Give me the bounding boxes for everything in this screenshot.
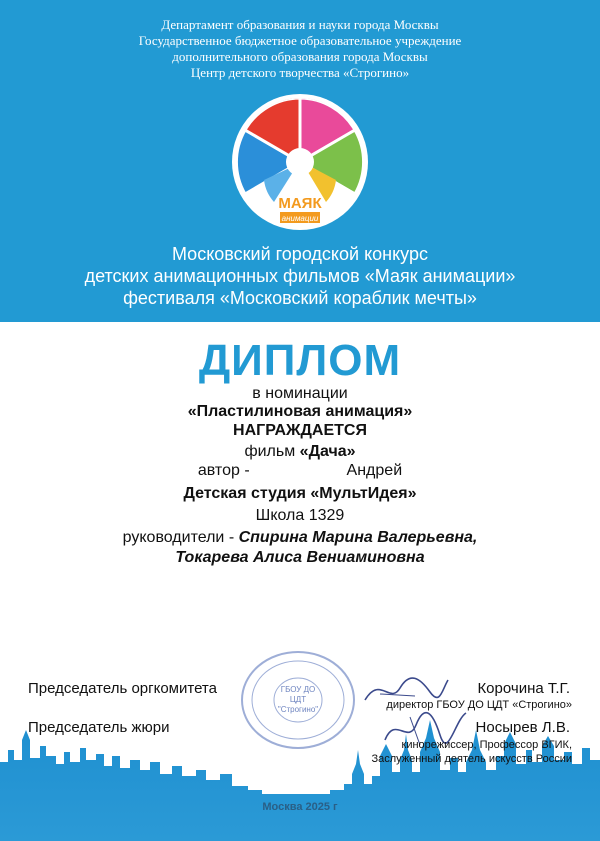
contest-line: фестиваля «Московский кораблик мечты»: [123, 288, 477, 308]
studio-name: Детская студия «МультИдея»: [183, 485, 417, 502]
stamp-text: ГБОУ ДО: [280, 685, 316, 694]
mayak-logo: [230, 92, 370, 232]
jury-chair-name: Носырев Л.В.: [475, 719, 570, 736]
stamp-text: ЦДТ: [289, 695, 307, 704]
stamp-text: "Строгино": [277, 705, 319, 714]
org-chair-label: Председатель оргкомитета: [28, 680, 217, 697]
logo-text: МАЯК: [278, 195, 322, 212]
header-line: Государственное бюджетное образовательное учреждение: [138, 33, 462, 48]
jury-chair-title: Заслуженный деятель искусств России: [371, 753, 572, 765]
header-line: Департамент образования и науки города Москвы: [161, 17, 439, 32]
header-line: Центр детского творчества «Строгино»: [190, 65, 410, 80]
author-prefix: автор -: [197, 462, 250, 479]
leaders-line: [0, 528, 600, 548]
contest-line: детских анимационных фильмов «Маяк анимации»: [84, 266, 516, 286]
author-name: Андрей: [346, 462, 403, 479]
film-title: «Дача»: [299, 443, 356, 460]
nomination-prefix: в номинации: [252, 385, 348, 402]
mayak-logo-graphic: [230, 92, 370, 232]
author-line: [0, 461, 600, 481]
org-chair-title: директор ГБОУ ДО ЦДТ «Строгино»: [386, 699, 572, 711]
jury-chair-label: Председатель жюри: [28, 719, 170, 736]
film-prefix: фильм: [244, 443, 296, 460]
organization-header: [0, 17, 600, 81]
city-year: Москва 2025 г: [262, 801, 338, 813]
school-name: Школа 1329: [255, 507, 345, 524]
leader-name: Спирина Марина Валерьевна,: [238, 529, 478, 546]
header-banner: [0, 0, 600, 322]
logo-subtext: анимации: [281, 214, 319, 223]
awarded-label: НАГРАЖДАЕТСЯ: [233, 422, 367, 439]
contest-title: [0, 243, 600, 309]
diploma-title: ДИПЛОМ: [198, 336, 402, 385]
leader-name: Токарева Алиса Вениаминовна: [175, 549, 425, 566]
nomination-name: «Пластилиновая анимация»: [187, 403, 413, 420]
org-chair-name: Корочина Т.Г.: [477, 680, 570, 697]
film-line: [0, 442, 600, 462]
contest-line: Московский городской конкурс: [171, 244, 428, 264]
jury-chair-title: кинорежиссер, Профессор ВГИК,: [401, 739, 572, 751]
header-line: дополнительного образования города Москвы: [172, 49, 428, 64]
leaders-prefix: руководители -: [122, 529, 235, 546]
